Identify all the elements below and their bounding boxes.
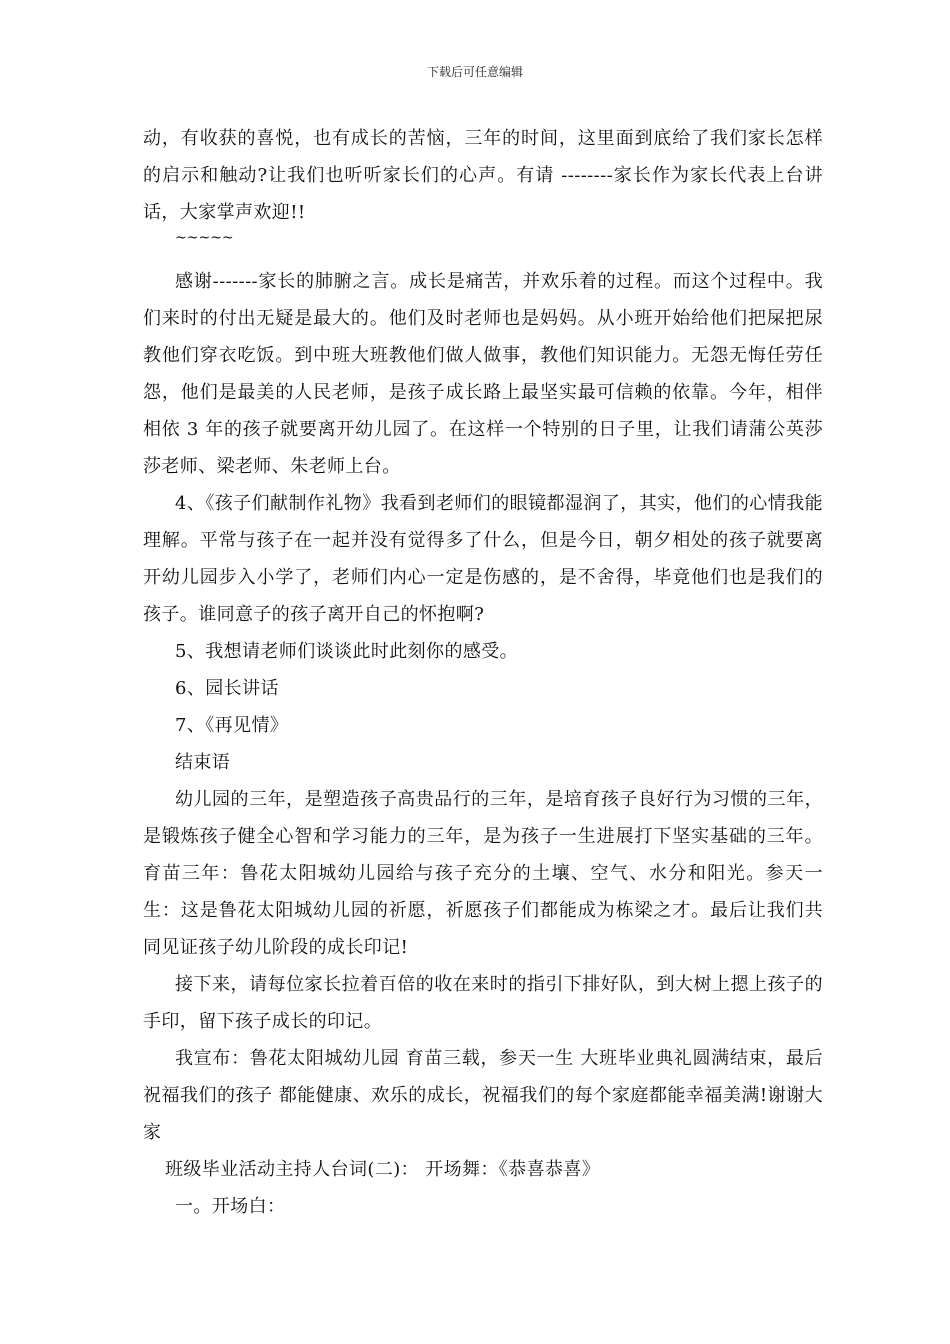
- paragraph-item-7: 7、《再见情》: [175, 715, 289, 736]
- closing-heading: 结束语: [175, 752, 231, 773]
- paragraph-handprint: 接下来，请每位家长拉着百倍的收在来时的指引下排好队，到大树上摁上孩子的手印，留下孩子成长的印记。: [143, 974, 823, 1032]
- page-header: 下载后可任意编辑: [426, 65, 523, 79]
- tilde-separator: ~~~~~: [175, 230, 234, 246]
- paragraph-item-5: 5、我想请老师们谈谈此时此刻你的感受。: [175, 641, 519, 662]
- paragraph-gift-item: 4、《孩子们献制作礼物》我看到老师们的眼镜都湿润了，其实，他们的心情我能理解。平常与孩子在一起并没有觉得多了什么，但是今日，朝夕相处的孩子就要离开幼儿园步入小学了，老师们内心一定是伤感的，是不舍得，毕竟他们也是我们的孩子。谁同意子的孩子离开自己的怀抱啊?: [143, 493, 823, 625]
- document-body: [143, 120, 823, 1225]
- paragraph-item-6: 6、园长讲话: [175, 678, 279, 699]
- paragraph-closing-remarks: 幼儿园的三年，是塑造孩子高贵品行的三年，是培育孩子良好行为习惯的三年，是锻炼孩子健全心智和学习能力的三年，是为孩子一生进展打下坚实基础的三年。育苗三年：鲁花太阳城幼儿园给与孩子充分的土壤、空气、水分和阳光。参天一生：这是鲁花太阳城幼儿园的祈愿，祈愿孩子们都能成为栋梁之才。最后让我们共同见证孩子幼儿阶段的成长印记!: [143, 789, 823, 958]
- section-title-part-two: 班级毕业活动主持人台词(二)： 开场舞：《恭喜恭喜》: [165, 1159, 601, 1180]
- section-subtitle-opening: 一。开场白：: [175, 1196, 286, 1217]
- paragraph-parent-speech-intro: 动，有收获的喜悦，也有成长的苦恼，三年的时间，这里面到底给了我们家长怎样的启示和触动?让我们也听听家长们的心声。有请 --------家长作为家长代表上台讲话，大家掌声欢迎!!: [143, 128, 823, 223]
- paragraph-thanks-teachers: 感谢-------家长的肺腑之言。成长是痛苦，并欢乐着的过程。而这个过程中。我们来时的付出无疑是最大的。他们及时老师也是妈妈。从小班开始给他们把屎把尿教他们穿衣吃饭。到中班大班教他们做人做事，教他们知识能力。无怨无悔任劳任怨，他们是最美的人民老师，是孩子成长路上最坚实最可信赖的依靠。今年，相伴相依 3 年的孩子就要离开幼儿园了。在这样一个特别的日子里，让我们请蒲公英莎莎老师、梁老师、朱老师上台。: [143, 271, 823, 477]
- paragraph-announcement: 我宣布：鲁花太阳城幼儿园 育苗三载，参天一生 大班毕业典礼圆满结束，最后祝福我们的孩子 都能健康、欢乐的成长，祝福我们的每个家庭都能幸福美满!谢谢大家: [143, 1048, 823, 1143]
